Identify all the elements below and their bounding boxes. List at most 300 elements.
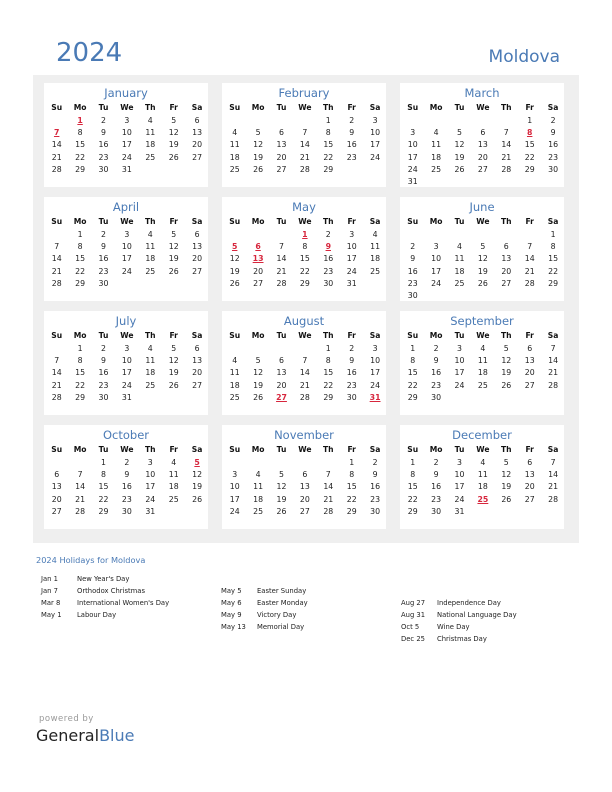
calendar-day: 25 xyxy=(454,278,465,288)
calendar-day: 21 xyxy=(276,266,287,276)
calendar-day: 5 xyxy=(279,470,284,480)
month-may xyxy=(222,197,386,301)
calendar-day: 28 xyxy=(548,380,559,390)
calendar-day: 31 xyxy=(145,506,156,516)
calendar-day: 11 xyxy=(145,242,156,252)
weekday-header: Mo xyxy=(251,331,265,340)
calendar-day: 18 xyxy=(370,254,381,264)
holiday-name: Christmas Day xyxy=(437,635,487,643)
calendar-day: 7 xyxy=(527,242,533,252)
month-february xyxy=(222,83,386,187)
calendar-day: 1 xyxy=(101,458,106,467)
calendar-day: 21 xyxy=(548,368,559,378)
calendar-day: 24 xyxy=(121,152,132,162)
weekday-header: Tu xyxy=(454,217,465,226)
calendar-day: 29 xyxy=(75,164,86,174)
calendar-day: 25 xyxy=(145,266,156,276)
weekday-header: Fr xyxy=(169,331,178,340)
calendar-day: 23 xyxy=(121,494,132,504)
calendar-day: 27 xyxy=(192,266,203,276)
calendar-day: 15 xyxy=(323,368,334,378)
calendar-day: 6 xyxy=(194,230,200,239)
month-december xyxy=(400,425,564,529)
calendar-day: 25 xyxy=(145,152,156,162)
calendar-day: 19 xyxy=(168,254,179,264)
weekday-header: We xyxy=(476,217,490,226)
weekday-header: Th xyxy=(322,445,334,454)
holiday-date: Aug 27 xyxy=(401,599,426,607)
calendar-day: 3 xyxy=(349,230,355,239)
calendar-day: 8 xyxy=(101,470,106,480)
calendar-day: 31 xyxy=(454,506,465,516)
weekday-header: Th xyxy=(500,445,512,454)
calendar-day: 14 xyxy=(51,140,62,150)
calendar-day: 3 xyxy=(124,230,130,239)
calendar-day: 11 xyxy=(229,140,240,150)
calendar-day: 8 xyxy=(410,356,416,366)
calendar-day: 2 xyxy=(101,344,106,353)
calendar-day: 26 xyxy=(253,164,264,174)
holiday-date: May 1 xyxy=(41,611,62,619)
calendar-day: 19 xyxy=(454,152,465,162)
calendar-day: 16 xyxy=(407,266,418,276)
holiday-date: May 9 xyxy=(221,611,242,619)
calendar-day: 17 xyxy=(229,494,240,504)
calendar-day: 27 xyxy=(299,506,310,516)
month-title: October xyxy=(102,428,150,442)
calendar-day: 23 xyxy=(346,152,357,162)
calendar-day: 30 xyxy=(346,392,357,402)
calendar-day: 11 xyxy=(168,470,179,480)
calendar-day: 1 xyxy=(527,116,533,125)
calendar-day: 9 xyxy=(410,254,416,264)
calendar-day: 21 xyxy=(299,152,310,162)
calendar-day: 23 xyxy=(323,266,334,276)
calendar-day: 29 xyxy=(75,278,86,288)
holiday-date: May 5 xyxy=(221,587,242,595)
calendar-day: 20 xyxy=(253,266,264,276)
weekday-header: Su xyxy=(51,103,63,112)
calendar-day: 18 xyxy=(168,482,179,492)
calendar-day: 28 xyxy=(75,506,86,516)
calendar-day: 19 xyxy=(276,494,287,504)
calendar-day: 13 xyxy=(192,356,203,366)
calendar-day: 25 xyxy=(229,392,240,402)
weekday-header: Tu xyxy=(454,445,465,454)
calendar-day: 18 xyxy=(145,254,156,264)
holiday-date: Dec 25 xyxy=(401,635,425,643)
calendar-day: 18 xyxy=(431,152,442,162)
calendar-day: 24 xyxy=(431,278,442,288)
weekday-header: Sa xyxy=(547,103,559,112)
calendar-day: 12 xyxy=(253,368,264,378)
calendar-day: 7 xyxy=(550,458,556,467)
calendar-day: 9 xyxy=(101,356,106,366)
calendar-day: 1 xyxy=(349,458,355,467)
calendar-day: 24 xyxy=(454,494,465,504)
calendar-day: 6 xyxy=(194,344,200,353)
calendar-day: 20 xyxy=(524,482,535,492)
weekday-header: Sa xyxy=(369,103,381,112)
weekday-header: Th xyxy=(500,217,512,226)
calendar-day: 12 xyxy=(168,128,179,138)
weekday-header: Fr xyxy=(525,445,534,454)
weekday-header: We xyxy=(120,331,134,340)
calendar-day: 27 xyxy=(192,152,203,162)
weekday-header: Mo xyxy=(429,445,443,454)
calendar-day: 18 xyxy=(454,266,465,276)
brand-blue: Blue xyxy=(99,726,135,745)
calendar-day: 4 xyxy=(480,458,486,467)
calendar-day: 24 xyxy=(121,380,132,390)
calendar-day: 15 xyxy=(98,482,109,492)
month-title: January xyxy=(104,86,148,100)
calendar-day: 5 xyxy=(171,344,177,353)
calendar-day: 17 xyxy=(145,482,156,492)
calendar-day: 6 xyxy=(279,356,284,366)
calendar-day: 9 xyxy=(433,470,439,480)
calendar-day: 3 xyxy=(433,242,439,252)
calendar-day: 12 xyxy=(229,254,240,264)
calendar-day: 27 xyxy=(253,278,264,288)
weekday-header: Fr xyxy=(169,217,178,226)
calendar-day: 8 xyxy=(349,470,355,480)
weekday-header: Th xyxy=(322,103,334,112)
calendar-day: 23 xyxy=(98,266,109,276)
calendar-day: 15 xyxy=(323,140,334,150)
calendar-day: 29 xyxy=(98,506,109,516)
weekday-header: Su xyxy=(51,217,63,226)
weekday-header: Tu xyxy=(454,331,465,340)
calendar-day: 13 xyxy=(192,242,203,252)
calendar-day: 25 xyxy=(229,164,240,174)
calendar-day: 6 xyxy=(194,116,200,125)
weekday-header: We xyxy=(476,445,490,454)
calendar-day: 1 xyxy=(77,230,83,239)
calendar-day: 6 xyxy=(302,470,308,480)
weekday-header: Th xyxy=(322,217,334,226)
calendar-day: 9 xyxy=(550,128,556,138)
weekday-header: Mo xyxy=(251,103,265,112)
calendar-day: 9 xyxy=(101,242,106,252)
calendar-day: 17 xyxy=(454,482,465,492)
calendar-day: 10 xyxy=(370,356,381,366)
weekday-header: Sa xyxy=(547,217,559,226)
calendar-day: 14 xyxy=(548,470,559,480)
calendar-day: 13 xyxy=(524,356,535,366)
calendar-day: 24 xyxy=(454,380,465,390)
weekday-header: Tu xyxy=(98,217,109,226)
holiday-date: May 6 xyxy=(221,599,242,607)
calendar-day: 1 xyxy=(410,344,416,353)
calendar-day: 3 xyxy=(410,128,416,138)
calendar-day: 3 xyxy=(372,344,378,353)
calendar-day: 13 xyxy=(524,470,535,480)
month-october xyxy=(44,425,208,529)
calendar-day: 28 xyxy=(548,494,559,504)
calendar-day: 15 xyxy=(524,140,535,150)
calendar-day: 3 xyxy=(124,116,130,125)
calendar-day: 5 xyxy=(255,128,261,138)
calendar-day: 29 xyxy=(299,278,310,288)
month-title: March xyxy=(464,86,500,100)
calendar-day: 5 xyxy=(171,230,177,239)
calendar-day: 15 xyxy=(75,254,86,264)
calendar-day: 12 xyxy=(501,356,512,366)
calendar-day: 20 xyxy=(524,368,535,378)
weekday-header: Su xyxy=(229,217,241,226)
weekday-header: We xyxy=(298,331,312,340)
holiday-date: Oct 5 xyxy=(401,623,420,631)
calendar-day: 18 xyxy=(253,494,264,504)
calendar-day: 10 xyxy=(229,482,240,492)
holiday-name: Orthodox Christmas xyxy=(77,587,145,595)
calendar-day: 12 xyxy=(168,356,179,366)
calendar-day: 3 xyxy=(457,458,462,467)
calendar-day: 4 xyxy=(480,344,486,353)
holiday-name: Independence Day xyxy=(437,599,501,607)
calendar-day: 30 xyxy=(98,278,109,288)
month-january xyxy=(44,83,208,187)
calendar-day: 29 xyxy=(407,392,418,402)
calendar-day: 22 xyxy=(407,380,418,390)
powered-by-text: powered by xyxy=(39,714,94,724)
calendar-day: 3 xyxy=(124,344,130,353)
calendar-day: 5 xyxy=(503,458,509,467)
calendar-day: 26 xyxy=(501,494,512,504)
calendar-day: 25 xyxy=(431,164,442,174)
calendar-day: 13 xyxy=(276,140,287,150)
calendar-day: 25 xyxy=(253,506,264,516)
calendar-day: 25 xyxy=(370,266,381,276)
calendar-day: 14 xyxy=(501,140,512,150)
calendar-day: 21 xyxy=(501,152,512,162)
calendar-day: 5 xyxy=(171,116,177,125)
calendar-day: 9 xyxy=(124,470,130,480)
holiday-name: Victory Day xyxy=(257,611,297,619)
calendar-day: 27 xyxy=(501,278,512,288)
holiday-day: 1 xyxy=(302,230,308,239)
calendar-day: 16 xyxy=(121,482,132,492)
month-title: November xyxy=(274,428,334,442)
calendar-day: 23 xyxy=(431,494,442,504)
calendar-day: 27 xyxy=(276,164,287,174)
weekday-header: Sa xyxy=(191,445,203,454)
calendar-day: 19 xyxy=(168,368,179,378)
calendar-day: 10 xyxy=(145,470,156,480)
calendar-day: 16 xyxy=(346,368,357,378)
calendar-day: 29 xyxy=(323,392,334,402)
calendar-day: 19 xyxy=(229,266,240,276)
calendar-day: 8 xyxy=(302,242,308,252)
calendar-day: 22 xyxy=(524,152,535,162)
weekday-header: Th xyxy=(500,331,512,340)
calendar-day: 21 xyxy=(299,380,310,390)
month-title: June xyxy=(469,200,495,214)
calendar-day: 27 xyxy=(51,506,62,516)
calendar-day: 17 xyxy=(370,140,381,150)
calendar-day: 15 xyxy=(407,482,418,492)
calendar-day: 10 xyxy=(346,242,357,252)
brand-logo[interactable] xyxy=(36,726,134,745)
calendar-day: 18 xyxy=(229,152,240,162)
weekday-header: We xyxy=(120,103,134,112)
calendar-day: 22 xyxy=(75,152,86,162)
calendar-day: 4 xyxy=(232,356,238,366)
calendar-day: 17 xyxy=(121,368,132,378)
brand-general: General xyxy=(36,726,100,745)
weekday-header: We xyxy=(298,103,312,112)
weekday-header: Su xyxy=(229,103,241,112)
calendar-day: 12 xyxy=(454,140,465,150)
weekday-header: Mo xyxy=(429,217,443,226)
calendar-day: 9 xyxy=(372,470,378,480)
weekday-header: Th xyxy=(144,217,156,226)
weekday-header: Tu xyxy=(98,103,109,112)
calendar-day: 15 xyxy=(75,368,86,378)
calendar-day: 7 xyxy=(503,128,509,138)
calendar-day: 21 xyxy=(548,482,559,492)
calendar-day: 4 xyxy=(433,128,439,138)
calendar-day: 17 xyxy=(454,368,465,378)
calendar-day: 23 xyxy=(370,494,381,504)
calendar-day: 28 xyxy=(51,278,62,288)
weekday-header: Tu xyxy=(276,103,287,112)
calendar-day: 27 xyxy=(192,380,203,390)
calendar-day: 31 xyxy=(346,278,357,288)
calendar-day: 13 xyxy=(501,254,512,264)
calendar-day: 5 xyxy=(457,128,462,138)
calendar-day: 20 xyxy=(276,152,287,162)
calendar-day: 11 xyxy=(253,482,264,492)
calendar-day: 19 xyxy=(501,368,512,378)
calendar-day: 20 xyxy=(477,152,488,162)
holiday-day: 7 xyxy=(53,128,60,138)
weekday-header: Fr xyxy=(347,217,356,226)
calendar-day: 16 xyxy=(431,482,442,492)
calendar-day: 28 xyxy=(276,278,287,288)
calendar-day: 29 xyxy=(407,506,418,516)
calendar-day: 28 xyxy=(51,164,62,174)
calendar-day: 10 xyxy=(370,128,381,138)
holiday-name: Memorial Day xyxy=(257,623,305,631)
calendar-day: 5 xyxy=(503,344,509,353)
calendar-day: 8 xyxy=(325,128,331,138)
calendar-day: 11 xyxy=(431,140,442,150)
calendar-day: 14 xyxy=(323,482,334,492)
calendar-day: 8 xyxy=(77,128,83,138)
calendar-day: 7 xyxy=(325,470,331,480)
calendar-day: 3 xyxy=(232,470,238,480)
calendar-day: 14 xyxy=(524,254,535,264)
calendar-day: 31 xyxy=(121,164,132,174)
calendar-day: 8 xyxy=(325,356,331,366)
month-june xyxy=(400,197,564,301)
calendar-day: 14 xyxy=(276,254,287,264)
calendar-day: 23 xyxy=(98,380,109,390)
calendar-day: 2 xyxy=(101,116,106,125)
holiday-day: 1 xyxy=(77,116,83,125)
calendar-grid xyxy=(33,75,579,543)
calendar-day: 30 xyxy=(407,291,418,300)
calendar-day: 7 xyxy=(54,356,60,366)
calendar-day: 30 xyxy=(98,392,109,402)
weekday-header: Th xyxy=(144,103,156,112)
calendar-day: 6 xyxy=(480,128,486,138)
calendar-day: 7 xyxy=(279,242,284,252)
calendar-day: 22 xyxy=(323,152,334,162)
calendar-day: 2 xyxy=(550,116,556,125)
calendar-day: 20 xyxy=(51,494,62,504)
calendar-day: 22 xyxy=(75,266,86,276)
weekday-header: Th xyxy=(144,331,156,340)
calendar-day: 8 xyxy=(410,470,416,480)
month-september xyxy=(400,311,564,415)
calendar-day: 3 xyxy=(372,116,378,125)
calendar-day: 15 xyxy=(548,254,559,264)
month-november xyxy=(222,425,386,529)
calendar-day: 1 xyxy=(77,344,83,353)
calendar-day: 30 xyxy=(370,506,381,516)
holiday-name: National Language Day xyxy=(437,611,517,619)
calendar-day: 20 xyxy=(192,254,203,264)
weekday-header: Su xyxy=(407,103,419,112)
month-title: February xyxy=(278,86,330,100)
weekday-header: Tu xyxy=(276,445,287,454)
calendar-day: 23 xyxy=(98,152,109,162)
weekday-header: Su xyxy=(407,331,419,340)
calendar-day: 20 xyxy=(192,368,203,378)
calendar-day: 13 xyxy=(276,368,287,378)
calendar-day: 1 xyxy=(325,344,331,353)
holiday-name: Easter Sunday xyxy=(257,587,307,595)
weekday-header: Mo xyxy=(429,103,443,112)
calendar-day: 4 xyxy=(147,344,153,353)
calendar-day: 29 xyxy=(75,392,86,402)
weekday-header: Fr xyxy=(169,445,178,454)
calendar-day: 3 xyxy=(147,458,153,467)
holiday-day: 9 xyxy=(325,242,331,252)
calendar-day: 26 xyxy=(253,392,264,402)
calendar-day: 30 xyxy=(548,164,559,174)
calendar-day: 4 xyxy=(232,128,238,138)
calendar-day: 7 xyxy=(77,470,83,480)
calendar-day: 16 xyxy=(431,368,442,378)
calendar-day: 24 xyxy=(145,494,156,504)
calendar-day: 24 xyxy=(346,266,357,276)
weekday-header: Sa xyxy=(191,217,203,226)
calendar-day: 11 xyxy=(370,242,381,252)
calendar-day: 13 xyxy=(51,482,62,492)
holiday-day: 6 xyxy=(255,242,261,252)
calendar-day: 14 xyxy=(51,254,62,264)
calendar-day: 2 xyxy=(349,116,355,125)
weekday-header: Su xyxy=(51,445,63,454)
calendar-day: 9 xyxy=(433,356,439,366)
calendar-day: 2 xyxy=(325,230,331,239)
calendar-day: 30 xyxy=(431,506,442,516)
calendar-day: 25 xyxy=(168,494,179,504)
month-august xyxy=(222,311,386,415)
month-title: May xyxy=(292,200,316,214)
calendar-day: 1 xyxy=(550,230,556,239)
calendar-day: 26 xyxy=(501,380,512,390)
calendar-day: 11 xyxy=(145,356,156,366)
calendar-day: 28 xyxy=(299,392,310,402)
weekday-header: Su xyxy=(229,331,241,340)
calendar-day: 23 xyxy=(407,278,418,288)
calendar-day: 20 xyxy=(501,266,512,276)
